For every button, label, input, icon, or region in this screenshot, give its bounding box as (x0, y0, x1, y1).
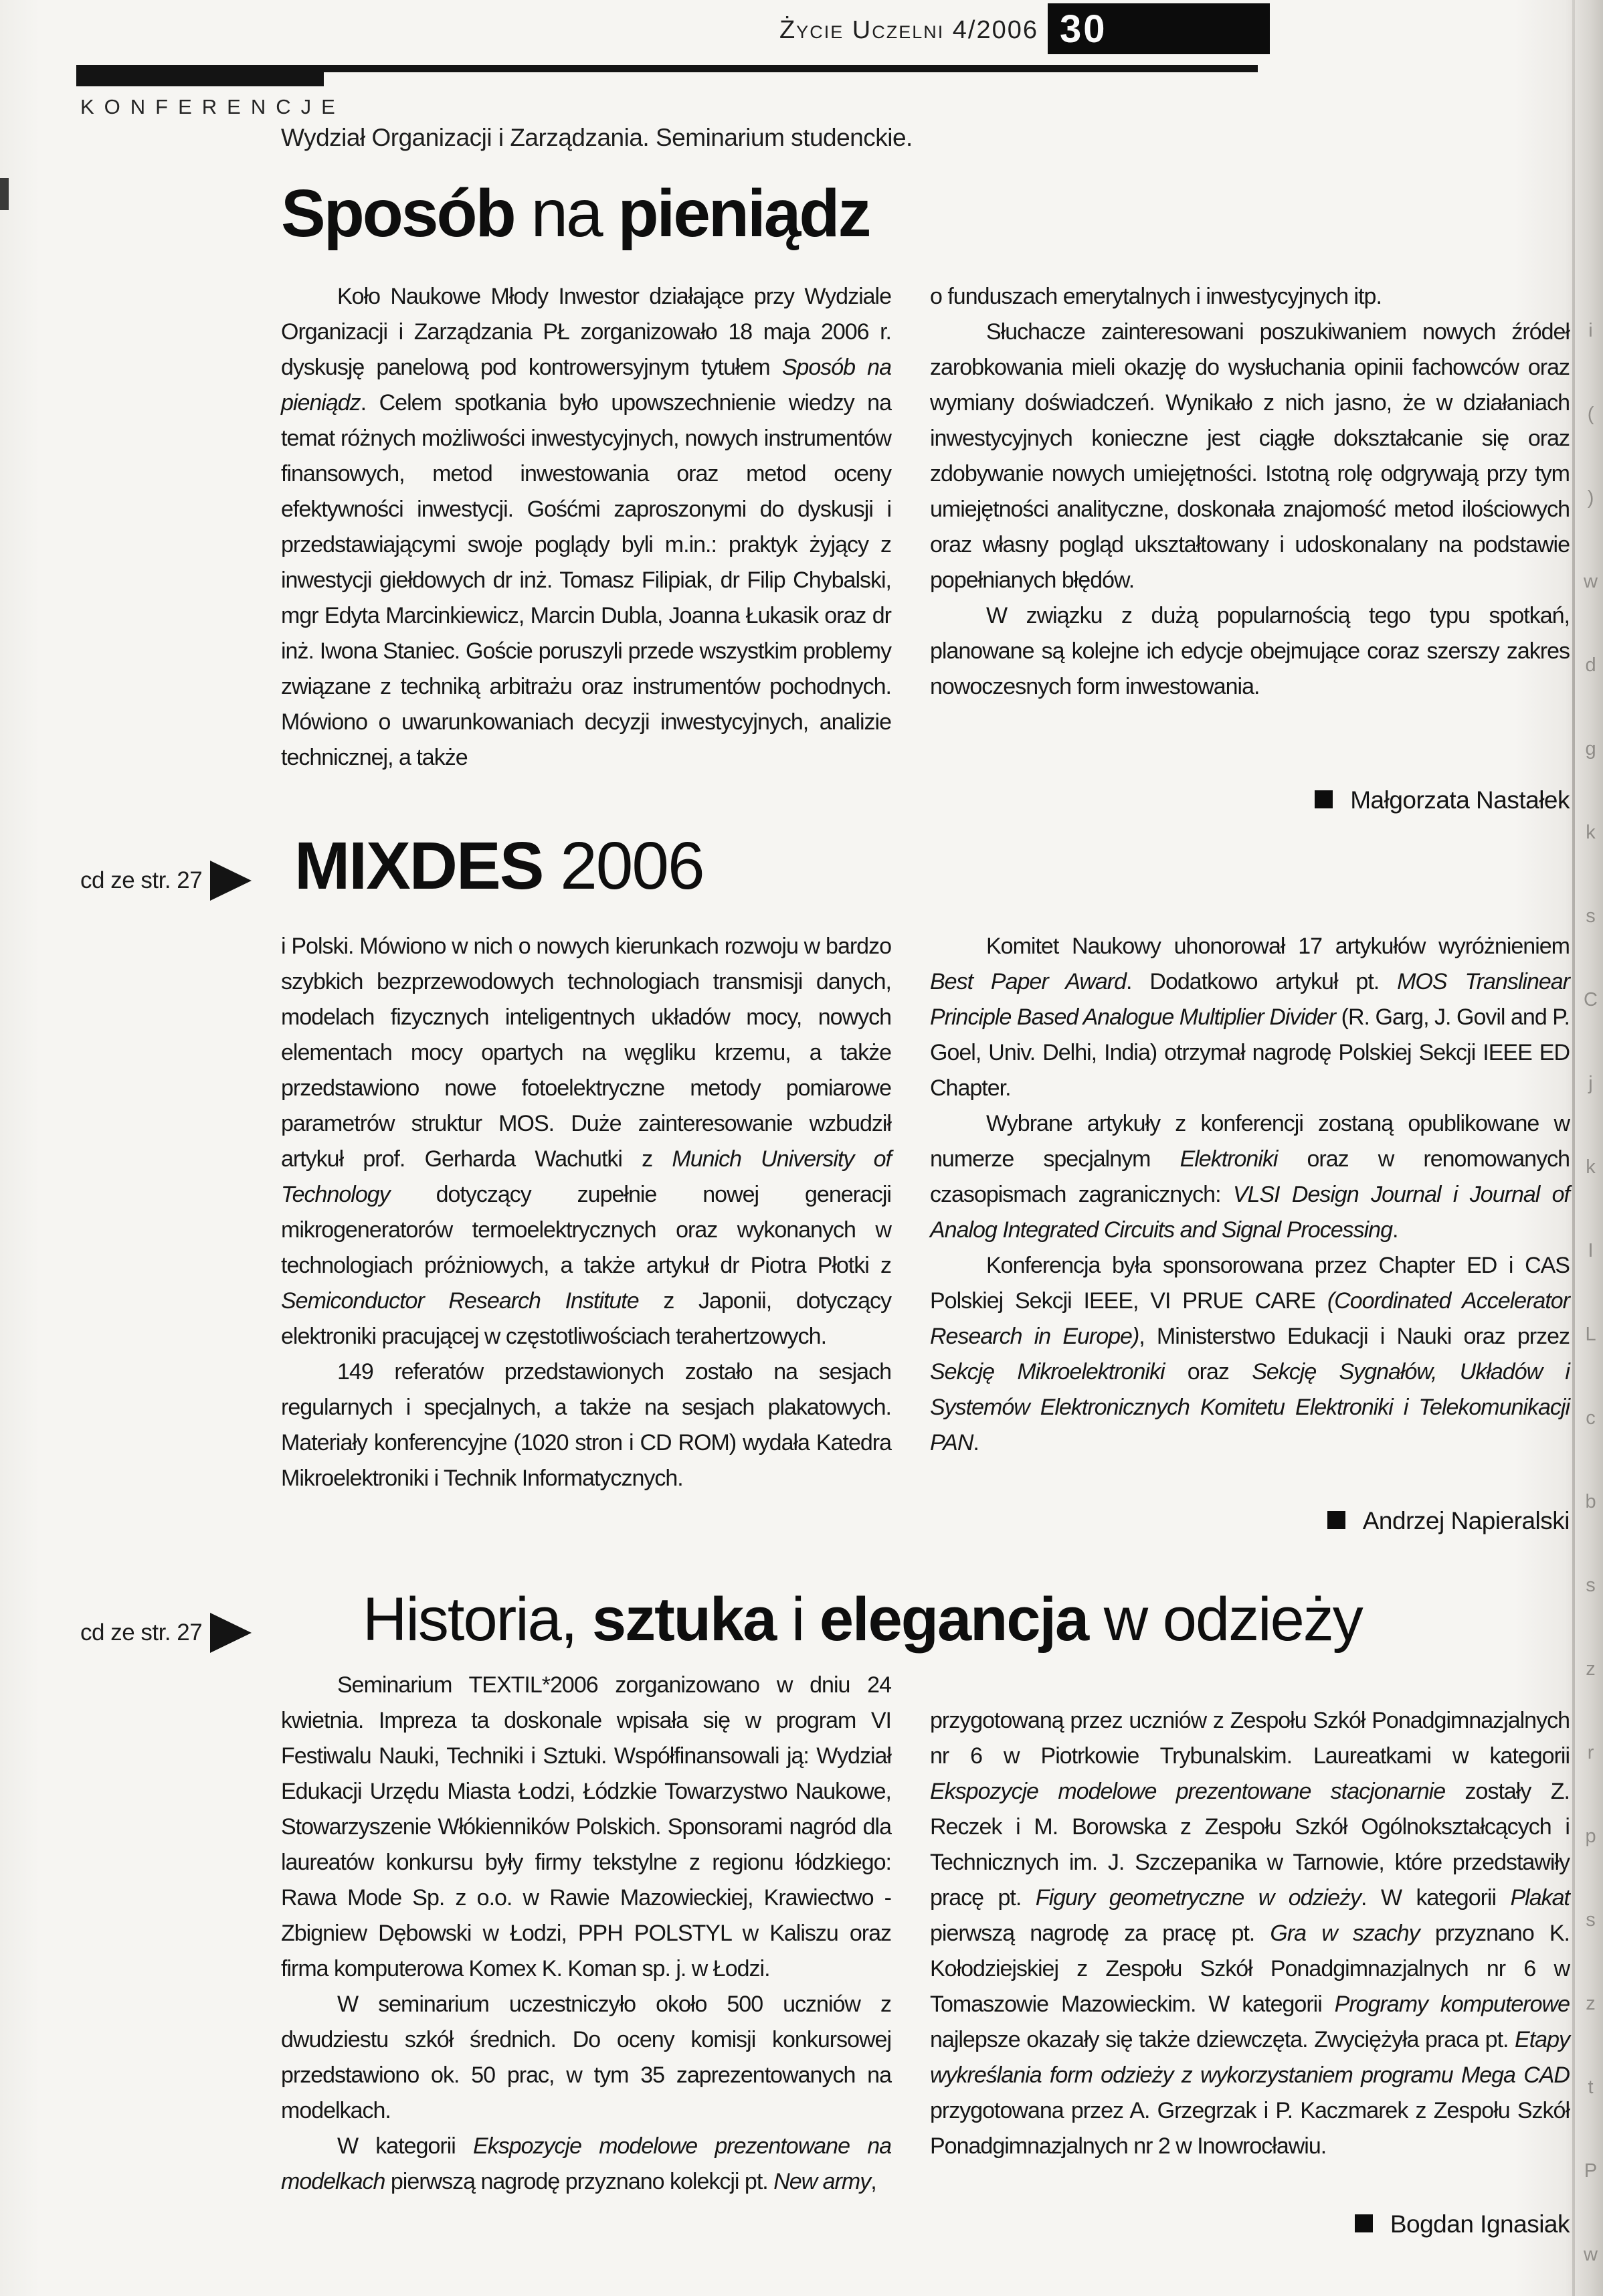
bleed-letter: r (1587, 1742, 1594, 1763)
paragraph (281, 1987, 891, 2129)
paragraph (281, 1668, 891, 1987)
italic-text: New army (773, 2169, 871, 2194)
italic-text: VLSI Design Journal i Journal of Analog Integrated Circuits and Signal Processing (930, 1182, 1570, 1243)
plain-text: z Japonii, dotyczący elektroniki pracującej w częstotliwościach terahertzowych. (281, 1288, 892, 1349)
plain-text: przygotowana przez A. Grzegrzak i P. Kaczmarek z Zespołu Szkół Ponadgimnazjalnych nr 2 w Inowrocławiu. (930, 2098, 1570, 2159)
paragraph (281, 2129, 891, 2200)
continuation-label: cd ze str. 27 (80, 1619, 203, 1646)
article-kicker: Wydział Organizacji i Zarządzania. Seminarium studenckie. (281, 124, 913, 151)
bleed-letter: I (1588, 1240, 1594, 1261)
plain-text: Koło Naukowe Młody Inwestor działające przy Wydziale Organizacji i Zarządzania PŁ zorganizowało 18 maja 2006 r. dyskusję panelową pod kontrowersyjnym tytułem (281, 284, 891, 380)
plain-text: 149 referatów przedstawionych zostało na sesjach regularnych i specjalnych, a także na sesjach plakatowych. Materiały konferencyjne (1020 stron i CD ROM) wydała Katedra Mikroelektroniki i Technik Informatycznych. (281, 1359, 891, 1491)
bleed-letter: d (1585, 654, 1596, 676)
italic-text: Sekcję Mikroelektroniki (930, 1359, 1165, 1385)
italic-text: Sposób na pieniądz (281, 355, 891, 416)
plain-text: Wybrane artykuły z konferencji zostaną opublikowane w numerze specjalnym (930, 1111, 1570, 1172)
article-columns (281, 1668, 1570, 2200)
paragraph (281, 1354, 891, 1496)
plain-text: Słuchacze zainteresowani poszukiwaniem nowych źródeł zarobkowania mieli okazję do wysłuchania opinii fachowców oraz wymiany doświadczeń. Wynikało z nich jasno, że w działaniach inwestycyjnych konieczne jest ciągłe dokształcanie się oraz zdobywanie nowych umiejętności. Istotną rolę odgrywają przy tym umiejętności analityczne, doskonała znajomość metod ilościowych oraz własny pogląd ukształtowany i udoskonalany na podstawie popełnianych błędów. (930, 319, 1570, 593)
arrow-right-icon (210, 861, 252, 901)
bleed-letter: g (1585, 738, 1596, 760)
bleed-letter: t (1588, 2077, 1594, 2098)
italic-text: Etapy wykreślania form odzieży z wykorzystaniem programu Mega CAD (930, 2027, 1570, 2088)
plain-text: . (973, 1430, 979, 1455)
plain-text: . W kategorii (1361, 1885, 1511, 1911)
italic-text: Plakat (1510, 1885, 1570, 1911)
column-right (930, 929, 1570, 1496)
article-title (294, 830, 1570, 902)
plain-text: i Polski. Mówiono w nich o nowych kierunkach rozwoju w bardzo szybkich bezprzewodowych technologiach transmisji danych, modelach fizycznych inteligentnych układów mocy, nowych elementach mocy opartych na węgliku krzemu, a także przedstawiono nowe fotoelektryczne metody pomiarowe parametrów struktur MOS. Duże zainteresowanie wzbudził artykuł prof. Gerharda Wachutki z (281, 934, 891, 1172)
plain-text: W związku z dużą popularnością tego typu spotkań, planowane są kolejne ich edycje obejmujące coraz szerszy zakres nowoczesnych form inwestowania. (930, 603, 1570, 699)
article-historia-sztuka-elegancja (0, 1585, 1603, 2238)
plain-text: Konferencja była sponsorowana przez Chapter ED i CAS Polskiej Sekcji IEEE, VI PRUE CARE (930, 1253, 1570, 1314)
bleed-letter: p (1585, 1826, 1596, 1847)
plain-text: W kategorii (337, 2133, 474, 2159)
article-sposob-na-pieniadz (0, 122, 1603, 814)
italic-text: Figury geometryczne w odzieży (1035, 1885, 1361, 1911)
article-title (281, 177, 1570, 250)
square-bullet-icon (1327, 1511, 1345, 1529)
column-left (281, 929, 891, 1496)
page-edge-bleed (1584, 320, 1598, 2266)
article-title (363, 1585, 1570, 1654)
italic-text: (Coordinated Accelerator Research in Europe) (930, 1288, 1570, 1349)
bleed-letter: j (1588, 1073, 1593, 1094)
bleed-letter: s (1586, 905, 1596, 927)
bleed-letter: ) (1587, 487, 1594, 509)
plain-text: najlepsze okazały się także dziewczęta. Zwyciężyła praca pt. (930, 2027, 1515, 2052)
italic-text: MOS Translinear Principle Based Analogue Multiplier Divider (930, 969, 1570, 1030)
column-left (281, 279, 891, 776)
signature (281, 1507, 1570, 1535)
plain-text: oraz (1164, 1359, 1252, 1385)
italic-text: Best Paper Award (930, 969, 1127, 994)
plain-text: na (531, 176, 618, 251)
italic-text: Elektroniki (1180, 1146, 1278, 1172)
plain-text: w odzieży (1088, 1585, 1362, 1654)
plain-text: pierwszą nagrodę za pracę pt. (930, 1921, 1270, 1946)
page-fold-shadow (1572, 0, 1575, 2296)
signature (281, 2210, 1570, 2238)
bleed-letter: w (1584, 2244, 1598, 2265)
plain-text: . (1392, 1217, 1398, 1243)
bleed-letter: z (1586, 1993, 1596, 2014)
plain-text: oraz w renomowanych czasopismach zagranicznych: (930, 1146, 1570, 1207)
author-name: Bogdan Ignasiak (1390, 2210, 1570, 2238)
column-right (930, 279, 1570, 776)
signature (281, 786, 1570, 814)
italic-text: Sekcję Sygnałów, Układów i Systemów Elektronicznych Komitetu Elektroniki i Telekomunikacji PAN (930, 1359, 1570, 1455)
paragraph (930, 1248, 1570, 1461)
author-name: Andrzej Napieralski (1362, 1507, 1570, 1534)
italic-text: Ekspozycje modelowe prezentowane stacjonarnie (930, 1779, 1446, 1804)
bleed-letter: P (1584, 2160, 1598, 2182)
paragraph (930, 1703, 1570, 2164)
header-rule (76, 65, 1258, 72)
article-columns (281, 279, 1570, 776)
paragraph (281, 279, 891, 776)
continuation-label: cd ze str. 27 (80, 867, 203, 893)
plain-text: o funduszach emerytalnych i inwestycyjnych itp. (930, 284, 1382, 309)
bleed-letter: k (1586, 822, 1596, 843)
plain-text: Historia, (363, 1585, 592, 1654)
bleed-letter: C (1584, 989, 1598, 1010)
paragraph (930, 929, 1570, 1106)
plain-text: W seminarium uczestniczyło około 500 uczniów z dwudziestu szkół średnich. Do oceny komisji konkursowej przedstawiono ok. 50 prac, w tym 35 zaprezentowanych na modelkach. (281, 1992, 891, 2123)
plain-text: , Ministerstwo Edukacji i Nauki oraz przez (1139, 1324, 1570, 1349)
bleed-letter: k (1586, 1156, 1596, 1178)
paragraph (930, 279, 1570, 315)
plain-text: przyznano K. Kołodziejskiej z Zespołu Szkół Ponadgimnazjalnych nr 6 w Tomaszowie Mazowieckim. W kategorii (930, 1921, 1570, 2017)
plain-text: dotyczący zupełnie nowej generacji mikrogeneratorów termoelektrycznych oraz wykonanych w technologiach próżniowych, a także artykuł dr Piotra Płotki z (281, 1182, 891, 1278)
square-bullet-icon (1355, 2214, 1373, 2232)
emphasis-text: pieniądz (618, 176, 870, 251)
author-name: Małgorzata Nastałek (1350, 786, 1570, 814)
bleed-letter: w (1584, 571, 1598, 592)
paragraph (281, 929, 891, 1354)
bleed-letter: z (1586, 1658, 1596, 1680)
plain-text: i (775, 1585, 820, 1654)
continuation-marker (80, 1613, 252, 1653)
bleed-letter: s (1586, 1909, 1596, 1931)
plain-text: Seminarium TEXTIL*2006 zorganizowano w dniu 24 kwietnia. Impreza ta doskonale wpisała się w program VI Festiwalu Nauki, Techniki i Sztuki. Współfinansowali ją: Wydział Edukacji Urzędu Miasta Łodzi, Łódzkie Towarzystwo Naukowe, Stowarzyszenie Włókienników Polskich. Sponsorami nagród dla laureatów konkursu były firmy tekstylne z regionu łódzkiego: Rawa Mode Sp. z o.o. w Rawie Mazowieckiej, Krawiectwo - Zbigniew Dębowski w Łodzi, PPH POLSTYL w Kaliszu oraz firma komputerowa Komex K. Koman sp. j. w Łodzi. (281, 1672, 891, 1981)
plain-text: przygotowaną przez uczniów z Zespołu Szkół Ponadgimnazjalnych nr 6 w Piotrkowie Trybunalskim. Laureatkami w kategorii (930, 1708, 1570, 1769)
bleed-letter: c (1586, 1407, 1596, 1429)
plain-text: pierwszą nagrodę przyznano kolekcji pt. (385, 2169, 774, 2194)
arrow-right-icon (210, 1613, 252, 1653)
bleed-letter: s (1586, 1575, 1596, 1596)
masthead: Życie Uczelni 4/2006 (779, 16, 1038, 44)
plain-text: Komitet Naukowy uhonorował 17 artykułów wyróżnieniem (986, 934, 1570, 959)
square-bullet-icon (1315, 790, 1333, 808)
column-right (930, 1703, 1570, 2200)
bleed-letter: L (1585, 1324, 1596, 1345)
plain-text: zostały Z. Reczek i M. Borowska z Zespołu Szkół Ogólnokształcących i Technicznych im. J. Szczepanika w Tarnowie, które przedstawiły pracę pt. (930, 1779, 1570, 1911)
page-number: 30 (1060, 7, 1107, 51)
italic-text: Munich University of Technology (281, 1146, 891, 1207)
bleed-letter: b (1585, 1491, 1596, 1512)
emphasis-text: MIXDES (294, 828, 561, 903)
bleed-letter: ( (1587, 404, 1594, 425)
emphasis-text: elegancja (819, 1585, 1089, 1654)
bleed-letter: i (1588, 320, 1593, 341)
italic-text: Ekspozycje modelowe prezentowane na modelkach (281, 2133, 892, 2194)
paragraph (930, 315, 1570, 598)
article-columns (281, 929, 1570, 1496)
article-mixdes-2006 (0, 830, 1603, 1535)
plain-text: (R. Garg, J. Govil and P. Goel, Univ. Delhi, India) otrzymał nagrodę Polskiej Sekcji IEEE ED Chapter. (930, 1004, 1570, 1101)
paragraph (930, 1106, 1570, 1248)
column-left (281, 1668, 891, 2200)
plain-text: , (870, 2169, 876, 2194)
section-label: KONFERENCJE (80, 95, 345, 118)
continuation-marker (80, 861, 252, 901)
italic-text: Programy komputerowe (1334, 1992, 1570, 2017)
paragraph (930, 598, 1570, 705)
italic-text: Semiconductor Research Institute (281, 1288, 639, 1314)
emphasis-text: sztuka (591, 1585, 776, 1654)
italic-text: Gra w szachy (1270, 1921, 1420, 1946)
plain-text: . Dodatkowo artykuł pt. (1126, 969, 1398, 994)
plain-text: . Celem spotkania było upowszechnienie wiedzy na temat różnych możliwości inwestycyjnych, nowych instrumentów finansowych, metod inwestowania oraz metod oceny efektywności inwestycji. Gośćmi zaproszonymi do dyskusji i przedstawiającymi swoje poglądy byli m.in.: praktyk żyjący z inwestycji giełdowych dr inż. Tomasz Filipiak, dr Filip Chybalski, mgr Edyta Marcinkiewicz, Marcin Dubla, Joanna Łukasik oraz dr inż. Iwona Staniec. Goście poruszyli przede wszystkim problemy związane z techniką arbitrażu oraz instrumentów pochodnych. Mówiono o uwarunkowaniach decyzji inwestycyjnych, analizie technicznej, a także (281, 390, 891, 770)
page-number-box (1048, 3, 1270, 54)
plain-text: 2006 (560, 828, 704, 903)
section-bar (76, 72, 324, 86)
emphasis-text: Sposób (281, 176, 531, 251)
